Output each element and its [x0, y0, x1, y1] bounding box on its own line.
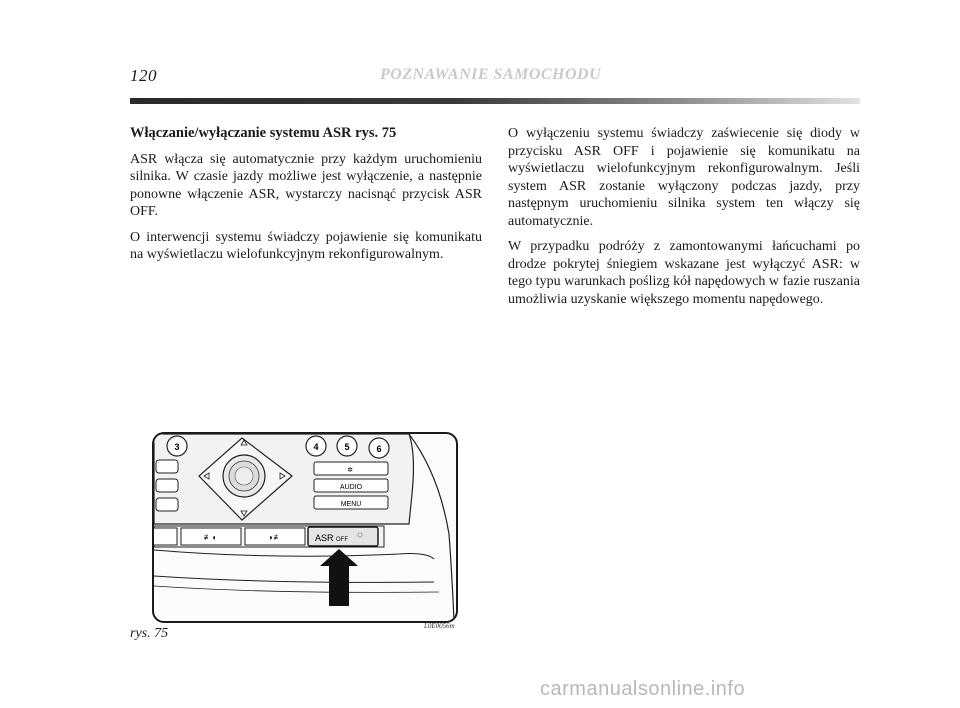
right-column — [508, 125, 860, 316]
paragraph: O interwencji systemu świadczy pojawienie się komunikatu na wyświetlaczu wielofunkcyjnym rekonfigurowalnym. — [130, 229, 482, 262]
page-number: 120 — [130, 66, 157, 85]
side-button — [156, 460, 178, 473]
paragraph: ASR włącza się automatycznie przy każdym uruchomieniu silnika. W czasie jazdy możliwe jest wyłączenie, a następnie ponowne włączenie ASR, wystarczy nacisnąć przycisk ASR OFF. — [130, 151, 482, 219]
rear-fog-icon: ◗≢ — [268, 533, 282, 542]
preset-label-5: 5 — [344, 442, 350, 452]
preset-label-6: 6 — [376, 444, 382, 454]
switch-button — [154, 528, 177, 545]
asr-label: ASR — [315, 533, 334, 543]
running-title: POZNAWANIE SAMOCHODU — [380, 66, 602, 83]
off-label: OFF — [336, 537, 348, 543]
paragraph: O wyłączeniu systemu świadczy zaświecenie się diody w przycisku ASR OFF i pojawienie się komunikatu na wyświetlaczu wielofunkcyjnym rekonfigurowalnym. Jeśli system ASR zostanie wyłączony podczas jazdy, przy następnym uruchomieniu silnika system ten włączy się automatycznie. — [508, 126, 860, 229]
menu-label: MENU — [340, 501, 362, 508]
side-button — [156, 498, 178, 511]
fan-icon: ✲ — [347, 467, 353, 474]
preset-label-3: 3 — [174, 442, 180, 452]
audio-label: AUDIO — [339, 484, 363, 491]
left-column — [130, 125, 482, 272]
figure-code: L0E0056m — [424, 622, 455, 630]
figure-asr-button-illustration — [152, 432, 458, 623]
asr-led-icon — [358, 533, 362, 537]
fog-light-icon: ≢◖ — [203, 533, 217, 542]
side-button — [156, 479, 178, 492]
figure-caption: rys. 75 — [130, 626, 169, 641]
header-rule — [130, 98, 860, 104]
watermark: carmanualsonline.info — [540, 678, 746, 700]
paragraph: W przypadku podróży z zamontowanymi łańcuchami po drodze pokrytej śniegiem wskazane jest wyłączyć ASR: w tego typu warunkach poślizg kół napędowych w fazie ruszania umożliwia uzyskanie większego momentu napędowego. — [508, 239, 860, 307]
pointer-arrow-icon — [320, 549, 358, 606]
preset-label-4: 4 — [313, 442, 319, 452]
console-drawing — [154, 434, 456, 621]
section-heading: Włączanie/wyłączanie systemu ASR rys. 75 — [130, 125, 397, 141]
